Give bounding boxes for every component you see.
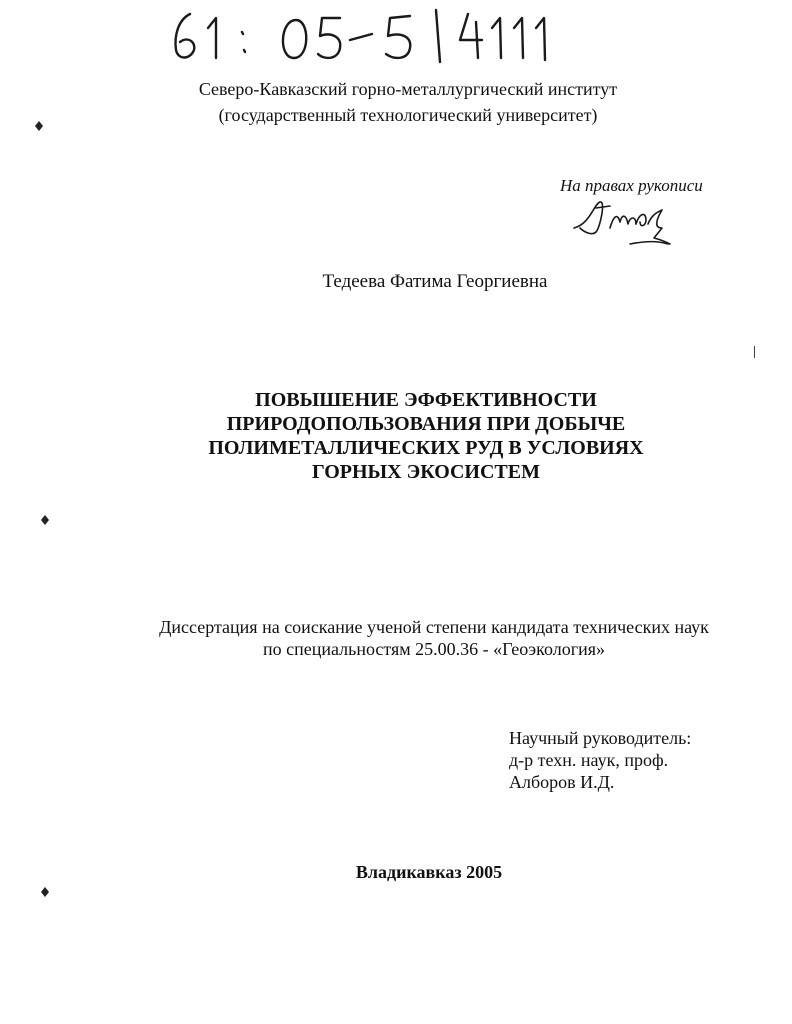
institute-subtitle: (государственный технологический университет): [218, 105, 598, 125]
handwritten-archive-code: [168, 6, 598, 66]
binding-mark-icon: [40, 886, 50, 898]
advisor-label: Научный руководитель:: [509, 728, 692, 748]
title-line: ПОЛИМЕТАЛЛИЧЕСКИХ РУД В УСЛОВИЯХ: [208, 437, 644, 459]
title-line: ПОВЫШЕНИЕ ЭФФЕКТИВНОСТИ: [255, 389, 597, 411]
title-line: ГОРНЫХ ЭКОСИСТЕМ: [311, 461, 540, 483]
binding-mark-icon: [40, 514, 50, 526]
dissertation-title: [0, 388, 792, 484]
scan-artifact: [754, 346, 755, 358]
dissertation-specialty-line: по специальностям 25.00.36 - «Геоэкология»: [262, 639, 606, 659]
advisor-name: Алборов И.Д.: [509, 772, 615, 792]
dissertation-degree-line: Диссертация на соискание ученой степени кандидата технических наук: [159, 617, 709, 637]
manuscript-rights-note: На правах рукописи: [560, 176, 703, 195]
author-name: Тедеева Фатима Георгиевна: [322, 271, 548, 292]
binding-mark-icon: [34, 120, 44, 132]
author-signature: [570, 194, 680, 254]
institute-name: Северо-Кавказский горно-металлургический институт: [198, 79, 618, 99]
title-line: ПРИРОДОПОЛЬЗОВАНИЯ ПРИ ДОБЫЧЕ: [226, 413, 626, 435]
scientific-advisor: [509, 727, 691, 793]
advisor-degree: д-р техн. наук, проф.: [509, 750, 669, 770]
city-year: Владикавказ 2005: [355, 862, 503, 882]
